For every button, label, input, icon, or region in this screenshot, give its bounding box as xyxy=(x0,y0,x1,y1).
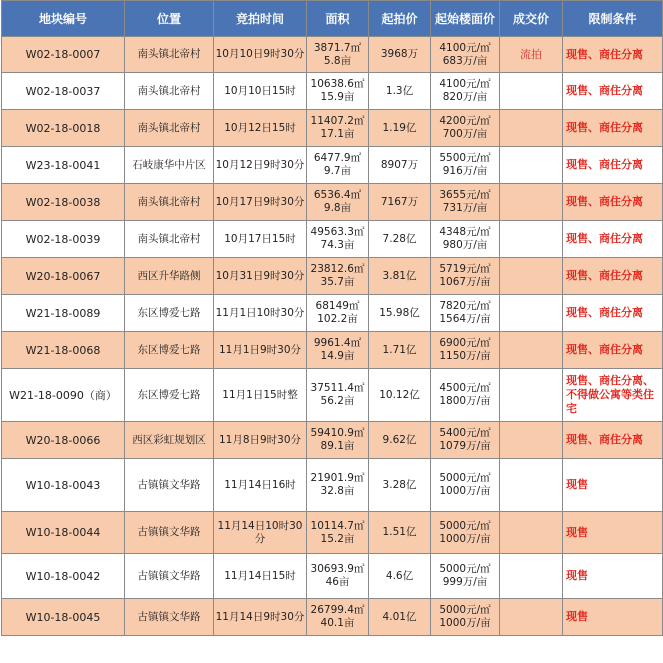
cell-deal-price xyxy=(500,221,563,258)
cell-code: W02-18-0037 xyxy=(2,73,125,110)
table-row xyxy=(2,512,663,554)
cell-floor-price xyxy=(431,184,500,221)
area-mu: 46亩 xyxy=(325,576,350,588)
cell-deal-price xyxy=(500,110,563,147)
area-mu: 15.2亩 xyxy=(320,532,355,545)
cell-code: W02-18-0007 xyxy=(2,37,125,73)
cell-time: 10月17日15时 xyxy=(214,221,307,258)
table-row xyxy=(2,221,663,258)
cell-restriction: 现售、商住分离 xyxy=(563,37,663,73)
floor-price-mu: 980万/亩 xyxy=(442,239,488,251)
header-area: 面积 xyxy=(307,1,369,37)
area-sqm: 30693.9㎡ xyxy=(310,563,365,575)
table-row xyxy=(2,258,663,295)
cell-floor-price xyxy=(431,554,500,599)
area-mu: 9.7亩 xyxy=(323,165,352,177)
floor-price-mu: 916万/亩 xyxy=(442,165,488,177)
cell-deal-price xyxy=(500,369,563,422)
area-sqm: 23812.6㎡ xyxy=(310,263,365,275)
cell-time: 11月1日10时30分 xyxy=(214,295,307,332)
floor-price-mu: 1079万/亩 xyxy=(439,440,491,452)
header-row xyxy=(2,1,663,37)
cell-start-price: 4.01亿 xyxy=(369,599,431,636)
floor-price-mu: 820万/亩 xyxy=(442,91,488,103)
cell-restriction: 现售、商住分离 xyxy=(563,332,663,369)
floor-price-sqm: 5000元/㎡ xyxy=(439,563,491,575)
cell-time: 10月17日9时30分 xyxy=(214,184,307,221)
header-floor-price: 起始楼面价 xyxy=(431,1,500,37)
cell-deal-price xyxy=(500,512,563,554)
header-time: 竞拍时间 xyxy=(214,1,307,37)
table-row xyxy=(2,422,663,459)
table-row xyxy=(2,459,663,512)
cell-code: W21-18-0090（商） xyxy=(2,369,125,422)
cell-time: 10月10日9时30分 xyxy=(214,37,307,73)
cell-start-price: 3968万 xyxy=(369,37,431,73)
cell-time: 11月1日9时30分 xyxy=(214,332,307,369)
cell-time: 10月10日15时 xyxy=(214,73,307,110)
cell-start-price: 10.12亿 xyxy=(369,369,431,422)
floor-price-sqm: 5000元/㎡ xyxy=(439,604,491,616)
cell-restriction: 现售、商住分离 xyxy=(563,295,663,332)
cell-restriction: 现售、商住分离、不得做公寓等类住宅 xyxy=(563,369,663,422)
floor-price-mu: 1800万/亩 xyxy=(439,395,491,407)
cell-start-price: 3.28亿 xyxy=(369,459,431,512)
floor-price-sqm: 4500元/㎡ xyxy=(439,382,491,394)
cell-deal-price xyxy=(500,332,563,369)
cell-start-price: 7167万 xyxy=(369,184,431,221)
cell-area xyxy=(307,147,369,184)
floor-price-mu: 999万/亩 xyxy=(442,576,488,588)
area-sqm: 3871.7㎡ xyxy=(313,41,362,54)
cell-code: W10-18-0045 xyxy=(2,599,125,636)
cell-location: 东区博爱七路 xyxy=(125,369,214,422)
cell-area xyxy=(307,554,369,599)
cell-location: 西区升华路侧 xyxy=(125,258,214,295)
cell-code: W10-18-0043 xyxy=(2,459,125,512)
cell-deal-price xyxy=(500,147,563,184)
cell-area xyxy=(307,599,369,636)
cell-start-price: 1.71亿 xyxy=(369,332,431,369)
area-mu: 102.2亩 xyxy=(317,313,358,325)
cell-location: 南头镇北帝村 xyxy=(125,221,214,258)
area-sqm: 49563.3㎡ xyxy=(310,226,365,238)
table-row xyxy=(2,295,663,332)
cell-time: 11月1日15时整 xyxy=(214,369,307,422)
cell-location: 南头镇北帝村 xyxy=(125,73,214,110)
area-sqm: 6536.4㎡ xyxy=(313,189,362,201)
cell-deal-price xyxy=(500,184,563,221)
area-mu: 35.7亩 xyxy=(320,276,355,288)
cell-location: 古镇镇文华路 xyxy=(125,599,214,636)
cell-floor-price xyxy=(431,73,500,110)
cell-floor-price xyxy=(431,37,500,73)
header-location: 位置 xyxy=(125,1,214,37)
cell-restriction: 现售 xyxy=(563,554,663,599)
table-row xyxy=(2,37,663,73)
area-mu: 17.1亩 xyxy=(320,128,355,140)
cell-location: 南头镇北帝村 xyxy=(125,184,214,221)
cell-area xyxy=(307,422,369,459)
area-mu: 15.9亩 xyxy=(320,91,355,103)
floor-price-sqm: 5000元/㎡ xyxy=(439,472,491,484)
cell-start-price: 1.51亿 xyxy=(369,512,431,554)
cell-time: 11月14日15时 xyxy=(214,554,307,599)
area-mu: 74.3亩 xyxy=(320,239,355,251)
cell-area xyxy=(307,37,369,73)
floor-price-mu: 1564万/亩 xyxy=(439,313,491,325)
floor-price-mu: 1000万/亩 xyxy=(439,617,491,629)
cell-floor-price xyxy=(431,332,500,369)
table-row xyxy=(2,184,663,221)
cell-area xyxy=(307,221,369,258)
cell-start-price: 4.6亿 xyxy=(369,554,431,599)
cell-restriction: 现售 xyxy=(563,512,663,554)
floor-price-sqm: 3655元/㎡ xyxy=(439,189,491,201)
cell-location: 石岐康华中片区 xyxy=(125,147,214,184)
area-sqm: 6477.9㎡ xyxy=(313,152,362,164)
area-sqm: 21901.9㎡ xyxy=(310,472,365,484)
cell-restriction: 现售 xyxy=(563,599,663,636)
cell-area xyxy=(307,110,369,147)
header-restriction: 限制条件 xyxy=(563,1,663,37)
cell-floor-price xyxy=(431,599,500,636)
cell-floor-price xyxy=(431,258,500,295)
table-row xyxy=(2,110,663,147)
floor-price-mu: 1000万/亩 xyxy=(439,485,491,497)
header-deal-price: 成交价 xyxy=(500,1,563,37)
floor-price-mu: 1067万/亩 xyxy=(439,276,491,288)
cell-restriction: 现售、商住分离 xyxy=(563,422,663,459)
cell-deal-price xyxy=(500,459,563,512)
table-row xyxy=(2,369,663,422)
cell-time: 11月14日10时30分 xyxy=(214,512,307,554)
cell-code: W10-18-0042 xyxy=(2,554,125,599)
area-sqm: 26799.4㎡ xyxy=(310,604,365,616)
cell-code: W20-18-0067 xyxy=(2,258,125,295)
cell-area xyxy=(307,459,369,512)
floor-price-sqm: 5500元/㎡ xyxy=(439,152,491,164)
floor-price-sqm: 5719元/㎡ xyxy=(439,263,491,275)
cell-time: 11月8日9时30分 xyxy=(214,422,307,459)
cell-code: W02-18-0038 xyxy=(2,184,125,221)
cell-location: 古镇镇文华路 xyxy=(125,512,214,554)
cell-start-price: 8907万 xyxy=(369,147,431,184)
area-mu: 89.1亩 xyxy=(320,440,355,452)
area-sqm: 10114.7㎡ xyxy=(310,519,365,532)
cell-code: W21-18-0089 xyxy=(2,295,125,332)
table-row xyxy=(2,73,663,110)
cell-deal-price xyxy=(500,295,563,332)
cell-code: W10-18-0044 xyxy=(2,512,125,554)
cell-floor-price xyxy=(431,221,500,258)
cell-deal-price xyxy=(500,73,563,110)
cell-floor-price xyxy=(431,369,500,422)
area-mu: 32.8亩 xyxy=(320,485,355,497)
floor-price-sqm: 6900元/㎡ xyxy=(439,337,491,349)
cell-start-price: 3.81亿 xyxy=(369,258,431,295)
cell-time: 11月14日16时 xyxy=(214,459,307,512)
cell-floor-price xyxy=(431,459,500,512)
cell-code: W20-18-0066 xyxy=(2,422,125,459)
floor-price-sqm: 5400元/㎡ xyxy=(439,427,491,439)
cell-restriction: 现售、商住分离 xyxy=(563,221,663,258)
cell-floor-price xyxy=(431,295,500,332)
area-sqm: 9961.4㎡ xyxy=(313,337,362,349)
cell-start-price: 9.62亿 xyxy=(369,422,431,459)
cell-start-price: 7.28亿 xyxy=(369,221,431,258)
floor-price-mu: 700万/亩 xyxy=(442,128,488,140)
table-row xyxy=(2,147,663,184)
floor-price-sqm: 4348元/㎡ xyxy=(439,226,491,238)
cell-floor-price xyxy=(431,110,500,147)
floor-price-sqm: 4100元/㎡ xyxy=(439,41,491,54)
cell-deal-price xyxy=(500,258,563,295)
cell-area xyxy=(307,512,369,554)
cell-area xyxy=(307,73,369,110)
cell-restriction: 现售 xyxy=(563,459,663,512)
floor-price-sqm: 5000元/㎡ xyxy=(439,519,491,532)
cell-location: 西区彩虹规划区 xyxy=(125,422,214,459)
floor-price-sqm: 7820元/㎡ xyxy=(439,300,491,312)
cell-area xyxy=(307,184,369,221)
cell-code: W23-18-0041 xyxy=(2,147,125,184)
cell-area xyxy=(307,295,369,332)
floor-price-mu: 683万/亩 xyxy=(442,54,488,67)
floor-price-mu: 731万/亩 xyxy=(442,202,488,214)
cell-time: 10月31日9时30分 xyxy=(214,258,307,295)
cell-start-price: 1.19亿 xyxy=(369,110,431,147)
cell-deal-price xyxy=(500,422,563,459)
cell-start-price: 1.3亿 xyxy=(369,73,431,110)
area-sqm: 68149㎡ xyxy=(315,300,360,312)
cell-time: 11月14日9时30分 xyxy=(214,599,307,636)
cell-floor-price xyxy=(431,512,500,554)
floor-price-sqm: 4200元/㎡ xyxy=(439,115,491,127)
cell-floor-price xyxy=(431,422,500,459)
area-mu: 14.9亩 xyxy=(320,350,355,362)
cell-location: 南头镇北帝村 xyxy=(125,110,214,147)
cell-location: 古镇镇文华路 xyxy=(125,459,214,512)
floor-price-sqm: 4100元/㎡ xyxy=(439,78,491,90)
header-code: 地块编号 xyxy=(2,1,125,37)
table-row xyxy=(2,599,663,636)
header-start-price: 起拍价 xyxy=(369,1,431,37)
cell-code: W21-18-0068 xyxy=(2,332,125,369)
area-sqm: 11407.2㎡ xyxy=(310,115,365,127)
table-body xyxy=(2,37,663,636)
area-mu: 9.8亩 xyxy=(323,202,352,214)
cell-location: 东区博爱七路 xyxy=(125,332,214,369)
cell-restriction: 现售、商住分离 xyxy=(563,184,663,221)
cell-deal-price xyxy=(500,554,563,599)
cell-area xyxy=(307,332,369,369)
floor-price-mu: 1150万/亩 xyxy=(439,350,491,362)
cell-location: 东区博爱七路 xyxy=(125,295,214,332)
table-row xyxy=(2,554,663,599)
area-sqm: 37511.4㎡ xyxy=(310,382,365,394)
cell-floor-price xyxy=(431,147,500,184)
cell-code: W02-18-0039 xyxy=(2,221,125,258)
area-mu: 56.2亩 xyxy=(320,395,355,407)
floor-price-mu: 1000万/亩 xyxy=(439,532,491,545)
cell-restriction: 现售、商住分离 xyxy=(563,147,663,184)
cell-location: 古镇镇文华路 xyxy=(125,554,214,599)
cell-area xyxy=(307,369,369,422)
area-mu: 5.8亩 xyxy=(323,54,352,67)
cell-time: 10月12日15时 xyxy=(214,110,307,147)
cell-restriction: 现售、商住分离 xyxy=(563,258,663,295)
table-row xyxy=(2,332,663,369)
cell-deal-price: 流拍 xyxy=(500,37,563,73)
land-auction-table xyxy=(1,0,663,636)
area-sqm: 59410.9㎡ xyxy=(310,427,365,439)
cell-location: 南头镇北帝村 xyxy=(125,37,214,73)
cell-deal-price xyxy=(500,599,563,636)
cell-restriction: 现售、商住分离 xyxy=(563,73,663,110)
cell-code: W02-18-0018 xyxy=(2,110,125,147)
cell-restriction: 现售、商住分离 xyxy=(563,110,663,147)
area-sqm: 10638.6㎡ xyxy=(310,78,365,90)
cell-time: 10月12日9时30分 xyxy=(214,147,307,184)
cell-area xyxy=(307,258,369,295)
cell-start-price: 15.98亿 xyxy=(369,295,431,332)
area-mu: 40.1亩 xyxy=(320,617,355,629)
